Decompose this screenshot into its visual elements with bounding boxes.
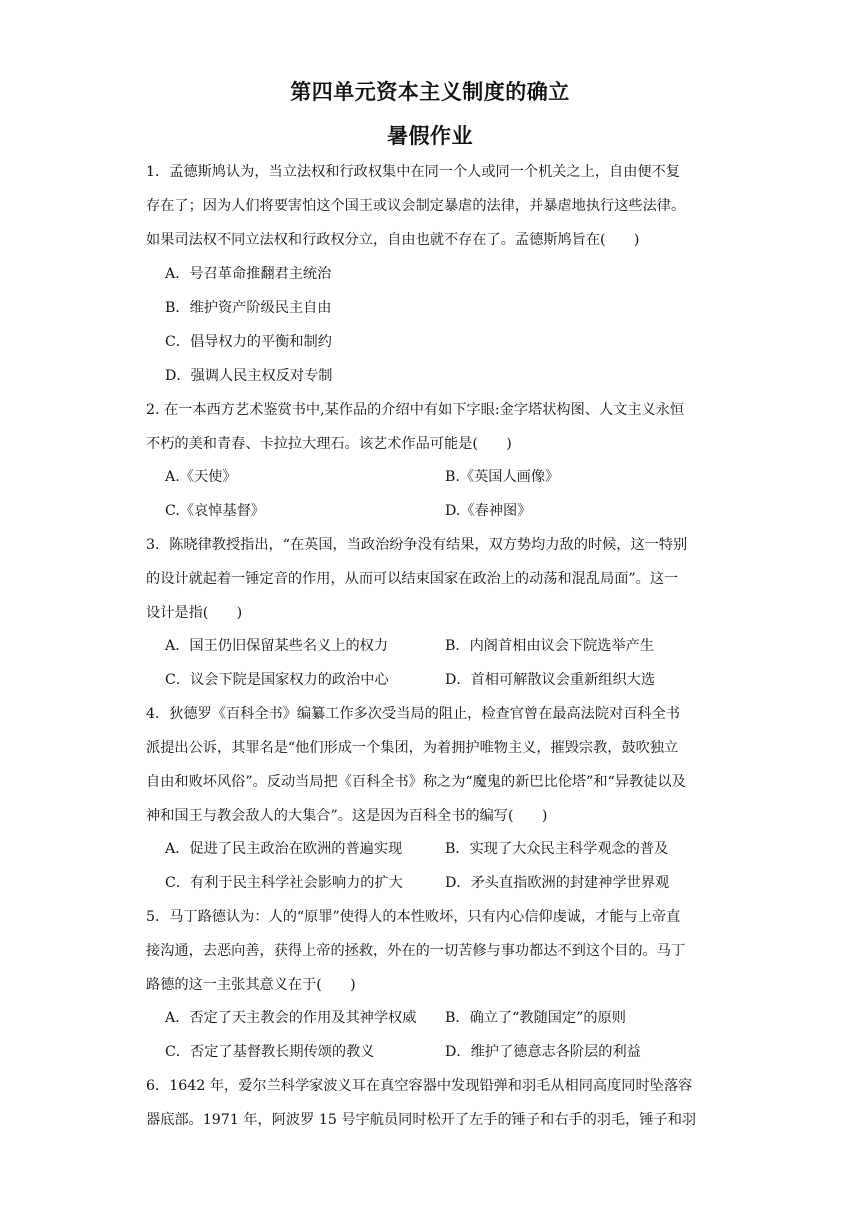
document-title: 第四单元资本主义制度的确立: [290, 80, 570, 104]
q6-line-2: 器底部。1971 年，阿波罗 15 号宇航员同时松开了左手的锤子和右手的羽毛，锤子和羽: [146, 1112, 697, 1128]
q5-option-a: A．否定了天主教会的作用及其神学权威: [165, 1010, 417, 1026]
q3-line-2: 的设计就起着一锤定音的作用，从而可以结束国家在政治上的动荡和混乱局面”。这一: [146, 571, 679, 587]
q1-line-2: 存在了；因为人们将要害怕这个国王或议会制定暴虐的法律，并暴虐地执行这些法律。: [146, 198, 686, 214]
q3-option-c: C．议会下院是国家权力的政治中心: [165, 672, 389, 688]
q5-option-c: C．否定了基督教长期传颂的教义: [165, 1044, 375, 1060]
q3-line-1: 3．陈晓律教授指出，“在英国，当政治纷争没有结果，双方势均力敌的时候，这一特别: [146, 537, 688, 553]
q2-line-2: 不朽的美和青春、卡拉拉大理石。该艺术作品可能是( ): [146, 436, 512, 452]
q1-option-a: A．号召革命推翻君主统治: [165, 266, 332, 282]
q2-option-a: A.《天使》: [165, 469, 237, 485]
q5-option-d: D．维护了德意志各阶层的利益: [445, 1044, 641, 1060]
q1-option-c: C．倡导权力的平衡和制约: [165, 334, 332, 350]
q3-option-a: A．国王仍旧保留某些名义上的权力: [165, 638, 389, 654]
q6-line-1: 6．1642 年，爱尔兰科学家波义耳在真空容器中发现铅弹和羽毛从相同高度同时坠落容: [146, 1078, 693, 1094]
q5-option-b: B．确立了“教随国定”的原则: [445, 1010, 626, 1026]
q3-line-3: 设计是指( ): [146, 605, 243, 621]
q4-line-4: 神和国王与教会敌人的大集合”。这是因为百科全书的编写( ): [146, 808, 548, 824]
q4-option-c: C．有利于民主科学社会影响力的扩大: [165, 875, 403, 891]
q1-option-d: D．强调人民主权反对专制: [165, 368, 333, 384]
q2-option-d: D.《春神图》: [445, 503, 532, 519]
q4-line-1: 4．狄德罗《百科全书》编纂工作多次受当局的阻止，检查官曾在最高法院对百科全书: [146, 706, 680, 722]
q4-option-b: B．实现了大众民主科学观念的普及: [445, 841, 669, 857]
q2-line-1: 2. 在一本西方艺术鉴赏书中,某作品的介绍中有如下字眼:金字塔状构图、人文主义永恒: [146, 402, 685, 418]
q4-option-a: A．促进了民主政治在欧洲的普遍实现: [165, 841, 403, 857]
q5-line-2: 接沟通，去恶向善，获得上帝的拯救，外在的一切苦修与事功都达不到这个目的。马丁: [146, 943, 686, 959]
q2-option-c: C.《哀悼基督》: [165, 503, 265, 519]
q4-option-d: D．矛头直指欧洲的封建神学世界观: [445, 875, 670, 891]
q3-option-b: B．内阁首相由议会下院选举产生: [445, 638, 655, 654]
q4-line-2: 派提出公诉，其罪名是“他们形成一个集团，为着拥护唯物主义，摧毁宗教，鼓吹独立: [146, 740, 679, 756]
q2-option-b: B.《英国人画像》: [445, 469, 560, 485]
q3-option-d: D．首相可解散议会重新组织大选: [445, 672, 656, 688]
q1-line-3: 如果司法权不同立法权和行政权分立，自由也就不存在了。孟德斯鸠旨在( ): [146, 232, 640, 248]
q5-line-3: 路德的这一主张其意义在于( ): [146, 977, 356, 993]
document-subtitle: 暑假作业: [387, 124, 473, 148]
q4-line-3: 自由和败坏风俗”。反动当局把《百科全书》称之为“魔鬼的新巴比伦塔”和“异教徒以及: [146, 774, 686, 790]
q1-line-1: 1．孟德斯鸠认为，当立法权和行政权集中在同一个人或同一个机关之上，自由便不复: [146, 164, 680, 180]
q1-option-b: B．维护资产阶级民主自由: [165, 300, 332, 316]
q5-line-1: 5．马丁路德认为：人的“原罪”使得人的本性败坏，只有内心信仰虔诚，才能与上帝直: [146, 909, 681, 925]
